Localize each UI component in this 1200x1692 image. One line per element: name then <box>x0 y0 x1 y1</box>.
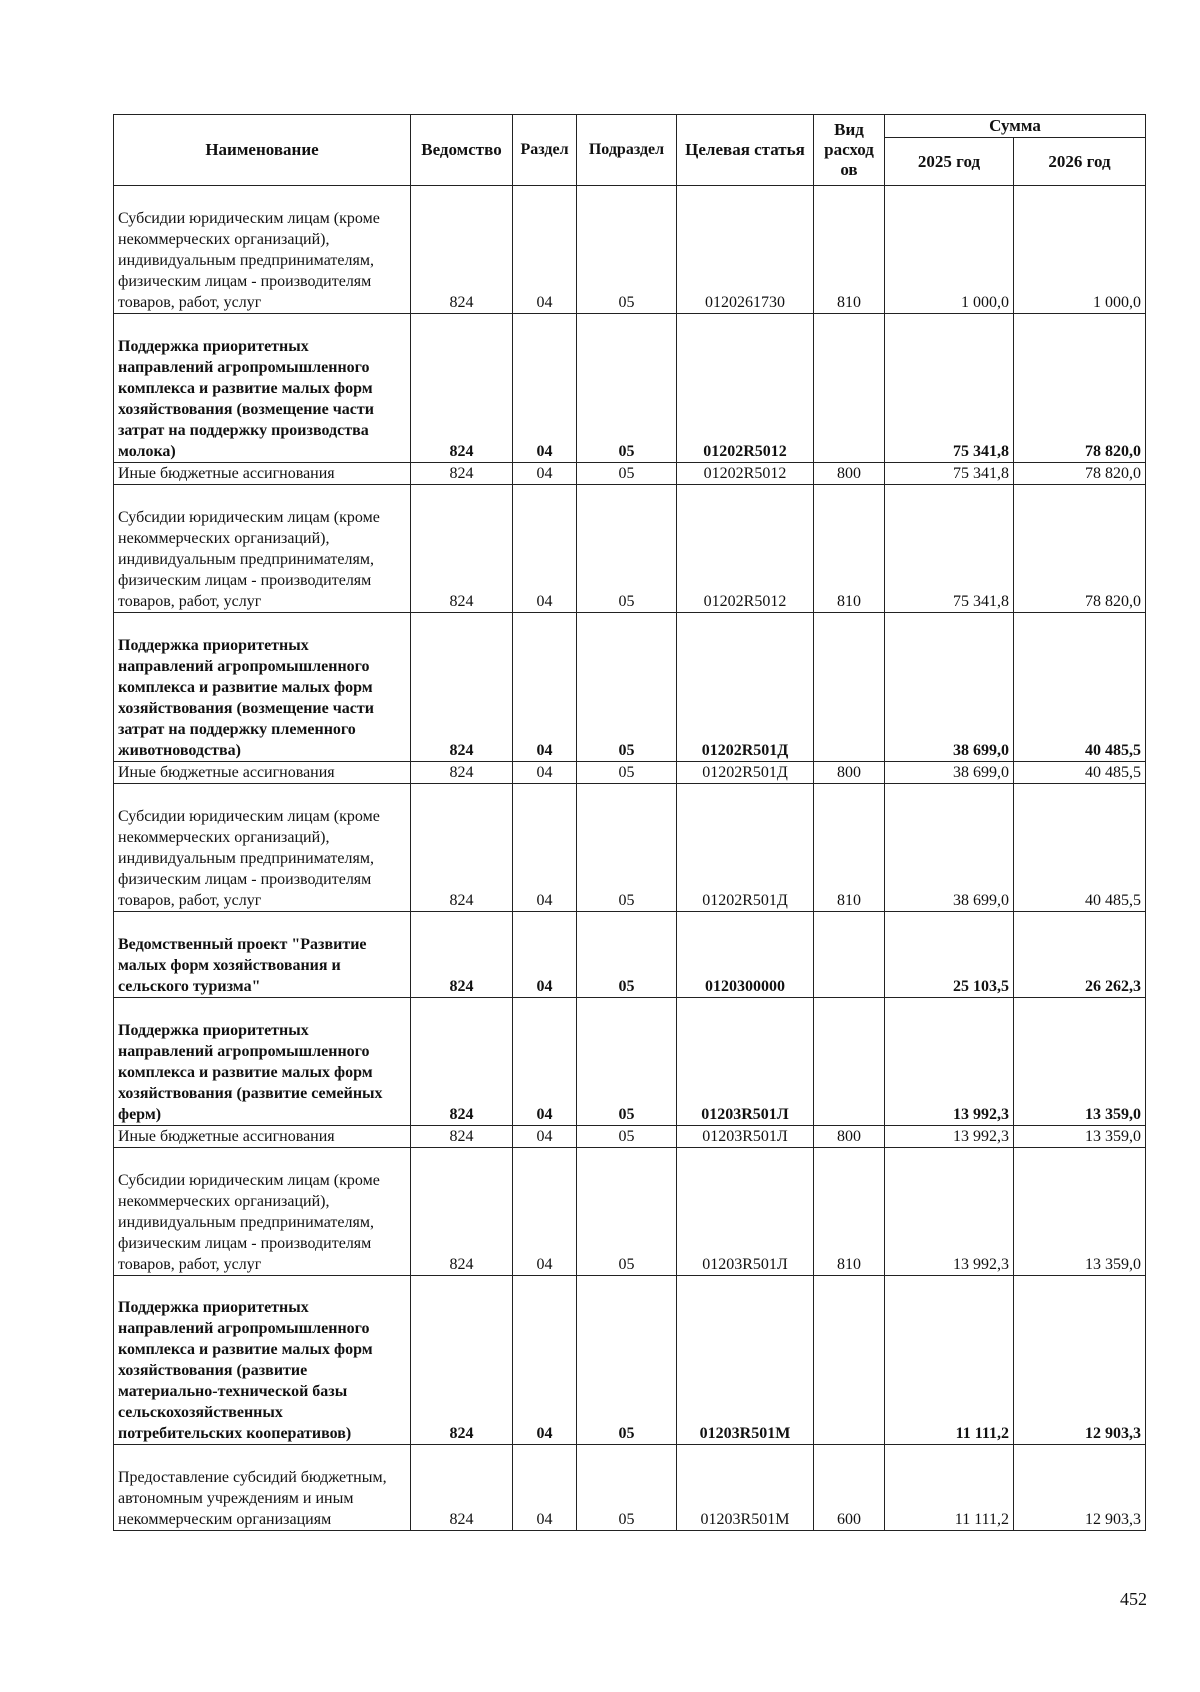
row-amount-2025: 13 992,3 <box>885 1148 1014 1276</box>
table-row <box>114 762 1146 784</box>
row-amount-2026: 78 820,0 <box>1014 463 1146 485</box>
row-name: Иные бюджетные ассигнования <box>114 463 411 485</box>
row-amount-2026: 13 359,0 <box>1014 1148 1146 1276</box>
row-department: 824 <box>411 1445 513 1531</box>
row-subsection: 05 <box>577 912 677 998</box>
row-expense-type: 810 <box>814 1148 885 1276</box>
row-amount-2025: 75 341,8 <box>885 463 1014 485</box>
table-row <box>114 912 1146 998</box>
row-expense-type: 800 <box>814 1126 885 1148</box>
row-department: 824 <box>411 912 513 998</box>
row-name: Предоставление субсидий бюджетным, автономным учреждениям и иным некоммерческим организациям <box>114 1445 411 1531</box>
row-amount-2025: 25 103,5 <box>885 912 1014 998</box>
row-subsection: 05 <box>577 1148 677 1276</box>
row-section: 04 <box>513 1126 577 1148</box>
table-row <box>114 1148 1146 1276</box>
row-amount-2025: 75 341,8 <box>885 485 1014 613</box>
row-amount-2025: 1 000,0 <box>885 186 1014 314</box>
row-section: 04 <box>513 314 577 463</box>
row-department: 824 <box>411 186 513 314</box>
header-section: Раздел <box>513 115 577 186</box>
header-sum: Сумма <box>885 115 1146 138</box>
row-subsection: 05 <box>577 762 677 784</box>
row-amount-2025: 75 341,8 <box>885 314 1014 463</box>
row-target-article: 01202R501Д <box>677 613 814 762</box>
row-section: 04 <box>513 912 577 998</box>
row-amount-2026: 78 820,0 <box>1014 314 1146 463</box>
row-department: 824 <box>411 463 513 485</box>
header-expense-type: Вид расход ов <box>814 115 885 186</box>
table-row <box>114 1126 1146 1148</box>
row-amount-2026: 26 262,3 <box>1014 912 1146 998</box>
row-name: Поддержка приоритетных направлений агропромышленного комплекса и развитие малых форм хозяйствования (развитие материально-технической базы сельскохозяйственных потребительских кооперативов) <box>114 1276 411 1445</box>
row-expense-type: 800 <box>814 463 885 485</box>
row-target-article: 01203R501М <box>677 1276 814 1445</box>
row-subsection: 05 <box>577 1126 677 1148</box>
row-amount-2026: 13 359,0 <box>1014 1126 1146 1148</box>
page-number: 452 <box>1120 1589 1147 1609</box>
row-target-article: 01203R501Л <box>677 1126 814 1148</box>
table-row <box>114 1445 1146 1531</box>
row-section: 04 <box>513 1148 577 1276</box>
table-row <box>114 998 1146 1126</box>
row-name: Субсидии юридическим лицам (кроме некоммерческих организаций), индивидуальным предпринимателям, физическим лицам - производителям товаров, работ, услуг <box>114 1148 411 1276</box>
row-amount-2025: 11 111,2 <box>885 1445 1014 1531</box>
header-year-2026: 2026 год <box>1014 138 1146 186</box>
row-amount-2026: 12 903,3 <box>1014 1445 1146 1531</box>
table-body <box>114 186 1146 1531</box>
row-name: Поддержка приоритетных направлений агропромышленного комплекса и развитие малых форм хозяйствования (возмещение части затрат на поддержку племенного животноводства) <box>114 613 411 762</box>
row-section: 04 <box>513 1445 577 1531</box>
row-section: 04 <box>513 613 577 762</box>
row-expense-type: 800 <box>814 762 885 784</box>
row-name: Иные бюджетные ассигнования <box>114 762 411 784</box>
row-section: 04 <box>513 998 577 1126</box>
row-department: 824 <box>411 485 513 613</box>
row-name: Иные бюджетные ассигнования <box>114 1126 411 1148</box>
header-department: Ведомство <box>411 115 513 186</box>
row-target-article: 01202R5012 <box>677 314 814 463</box>
row-name: Ведомственный проект "Развитие малых форм хозяйствования и сельского туризма" <box>114 912 411 998</box>
table-row <box>114 463 1146 485</box>
row-target-article: 01202R5012 <box>677 485 814 613</box>
header-target-article: Целевая статья <box>677 115 814 186</box>
row-department: 824 <box>411 784 513 912</box>
row-expense-type: 810 <box>814 186 885 314</box>
row-section: 04 <box>513 463 577 485</box>
row-expense-type <box>814 1276 885 1445</box>
row-target-article: 01202R501Д <box>677 784 814 912</box>
row-target-article: 01202R5012 <box>677 463 814 485</box>
row-department: 824 <box>411 998 513 1126</box>
row-subsection: 05 <box>577 613 677 762</box>
row-section: 04 <box>513 784 577 912</box>
row-name: Поддержка приоритетных направлений агропромышленного комплекса и развитие малых форм хозяйствования (возмещение части затрат на поддержку производства молока) <box>114 314 411 463</box>
row-name: Субсидии юридическим лицам (кроме некоммерческих организаций), индивидуальным предпринимателям, физическим лицам - производителям товаров, работ, услуг <box>114 784 411 912</box>
table-row <box>114 314 1146 463</box>
row-amount-2026: 40 485,5 <box>1014 784 1146 912</box>
row-name: Субсидии юридическим лицам (кроме некоммерческих организаций), индивидуальным предпринимателям, физическим лицам - производителям товаров, работ, услуг <box>114 485 411 613</box>
row-subsection: 05 <box>577 784 677 912</box>
row-department: 824 <box>411 762 513 784</box>
row-subsection: 05 <box>577 186 677 314</box>
row-department: 824 <box>411 1126 513 1148</box>
row-target-article: 01202R501Д <box>677 762 814 784</box>
row-expense-type <box>814 613 885 762</box>
row-amount-2026: 13 359,0 <box>1014 998 1146 1126</box>
table-row <box>114 1276 1146 1445</box>
row-section: 04 <box>513 485 577 613</box>
budget-table <box>113 114 1146 1531</box>
header-subsection: Подраздел <box>577 115 677 186</box>
row-expense-type <box>814 998 885 1126</box>
row-amount-2026: 1 000,0 <box>1014 186 1146 314</box>
header-year-2025: 2025 год <box>885 138 1014 186</box>
row-target-article: 01203R501М <box>677 1445 814 1531</box>
row-department: 824 <box>411 1148 513 1276</box>
row-expense-type <box>814 912 885 998</box>
row-target-article: 01203R501Л <box>677 1148 814 1276</box>
row-amount-2025: 11 111,2 <box>885 1276 1014 1445</box>
row-section: 04 <box>513 762 577 784</box>
row-expense-type: 810 <box>814 485 885 613</box>
row-section: 04 <box>513 1276 577 1445</box>
row-target-article: 0120261730 <box>677 186 814 314</box>
row-subsection: 05 <box>577 485 677 613</box>
row-amount-2025: 38 699,0 <box>885 762 1014 784</box>
header-name: Наименование <box>114 115 411 186</box>
table-row <box>114 485 1146 613</box>
table-row <box>114 784 1146 912</box>
table-row <box>114 613 1146 762</box>
row-amount-2025: 38 699,0 <box>885 613 1014 762</box>
row-amount-2026: 12 903,3 <box>1014 1276 1146 1445</box>
row-subsection: 05 <box>577 1445 677 1531</box>
row-department: 824 <box>411 314 513 463</box>
row-target-article: 01203R501Л <box>677 998 814 1126</box>
row-subsection: 05 <box>577 998 677 1126</box>
row-amount-2026: 40 485,5 <box>1014 762 1146 784</box>
table-row <box>114 186 1146 314</box>
row-expense-type <box>814 314 885 463</box>
row-department: 824 <box>411 613 513 762</box>
row-target-article: 0120300000 <box>677 912 814 998</box>
row-amount-2025: 13 992,3 <box>885 1126 1014 1148</box>
row-name: Субсидии юридическим лицам (кроме некоммерческих организаций), индивидуальным предпринимателям, физическим лицам - производителям товаров, работ, услуг <box>114 186 411 314</box>
row-amount-2026: 78 820,0 <box>1014 485 1146 613</box>
row-amount-2026: 40 485,5 <box>1014 613 1146 762</box>
row-subsection: 05 <box>577 1276 677 1445</box>
row-expense-type: 600 <box>814 1445 885 1531</box>
row-amount-2025: 13 992,3 <box>885 998 1014 1126</box>
row-subsection: 05 <box>577 314 677 463</box>
row-amount-2025: 38 699,0 <box>885 784 1014 912</box>
row-section: 04 <box>513 186 577 314</box>
row-subsection: 05 <box>577 463 677 485</box>
row-expense-type: 810 <box>814 784 885 912</box>
row-department: 824 <box>411 1276 513 1445</box>
row-name: Поддержка приоритетных направлений агропромышленного комплекса и развитие малых форм хозяйствования (развитие семейных ферм) <box>114 998 411 1126</box>
